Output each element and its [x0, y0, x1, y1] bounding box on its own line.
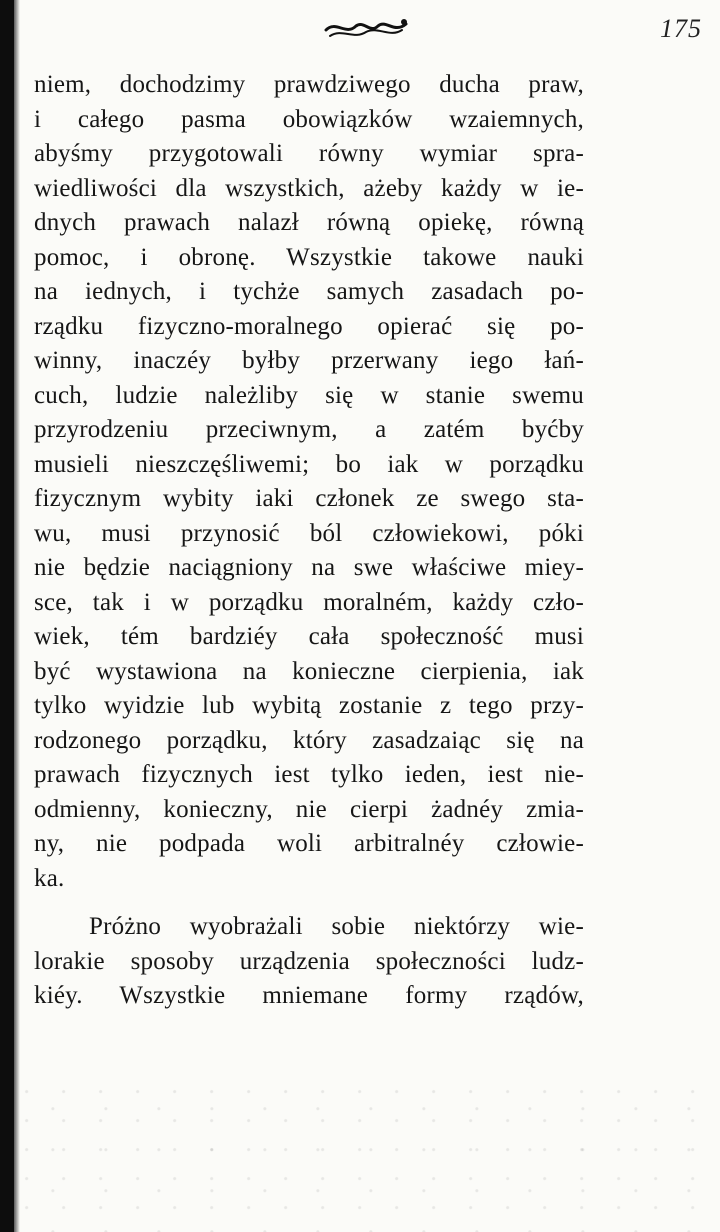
text-line: abyśmy przygotowali równy wymiar spra- [34, 140, 584, 167]
text-line: i całego pasma obowiązków wzaiemnych, [34, 105, 584, 133]
text-line: tylko wyidzie lub wybitą zostanie z tego przy- [34, 692, 584, 719]
page-number: 175 [660, 14, 702, 43]
text-line: lorakie sposoby urządzenia społeczności ludz- [34, 947, 584, 975]
text-line: prawach fizycznych iest tylko ieden, iest nie- [34, 761, 584, 788]
text-line: winny, inaczéy byłby przerwany iego łań- [34, 347, 584, 374]
text-line: kiéy. Wszystkie mniemane formy rządów, [34, 982, 584, 1009]
decorative-flourish-icon [320, 14, 412, 44]
text-line: pomoc, i obronę. Wszystkie takowe nauki [34, 243, 584, 271]
text-line: Próżno wyobrażali sobie niektórzy wie- [89, 913, 584, 940]
text-line: dnych prawach nalazł równą opiekę, równą [34, 209, 584, 236]
paragraph-gap [34, 896, 584, 910]
text-line: odmienny, konieczny, nie cierpi żadnéy zmia- [34, 795, 584, 823]
text-line: wiek, tém bardziéy cała społeczność musi [34, 623, 584, 650]
text-line: być wystawiona na konieczne cierpienia, iak [34, 657, 584, 685]
paragraph [34, 68, 584, 896]
text-line: cuch, ludzie należliby się w stanie swemu [34, 381, 584, 409]
text-line: przyrodzeniu przeciwnym, a zatém byćby [34, 416, 584, 443]
spine-shadow-gradient [14, 0, 20, 1232]
text-line: niem, dochodzimy prawdziwego ducha praw, [34, 71, 584, 98]
text-line: wu, musi przynosić ból człowiekowi, póki [34, 519, 584, 547]
text-line: na iednych, i tychże samych zasadach po- [34, 278, 584, 305]
text-line: rodzonego porządku, który zasadzaiąc się na [34, 726, 584, 754]
text-line: musieli nieszczęśliwemi; bo iak w porządku [34, 450, 584, 478]
spine-shadow [0, 0, 14, 1232]
text-line: nie będzie naciągniony na swe właściwe miey- [34, 554, 584, 581]
text-line: ny, nie podpada woli arbitralnéy człowie- [34, 830, 584, 857]
body-text [34, 68, 584, 1014]
paragraph [34, 910, 584, 1014]
text-line: rządku fizyczno-moralnego opierać się po- [34, 312, 584, 340]
paper-speckle [20, 1080, 720, 1232]
text-line: sce, tak i w porządku moralném, każdy czło- [34, 588, 584, 616]
text-line: fizycznym wybity iaki członek ze swego sta- [34, 485, 584, 512]
text-line: wiedliwości dla wszystkich, ażeby każdy w ie- [34, 174, 584, 202]
text-line: ka. [34, 864, 65, 892]
